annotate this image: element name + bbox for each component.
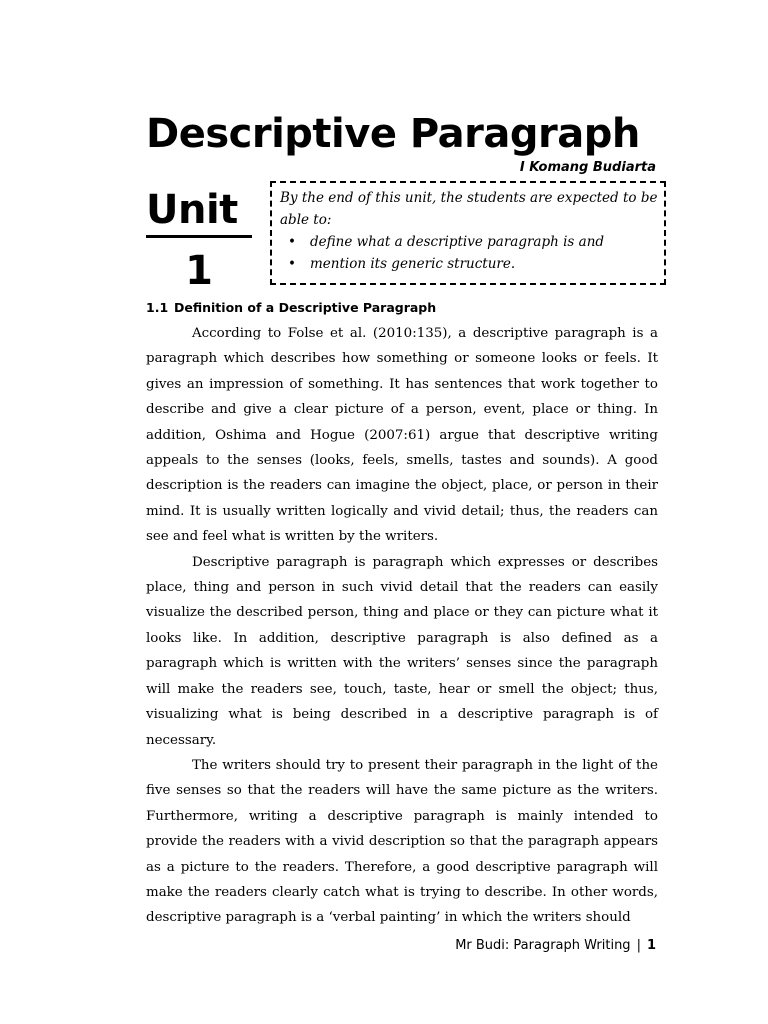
body-text xyxy=(146,321,658,931)
learning-objectives-box xyxy=(270,181,666,285)
objective-item xyxy=(280,231,664,253)
section-number: 1.1 xyxy=(146,300,169,315)
unit-number: 1 xyxy=(185,248,213,294)
footer-separator: | xyxy=(636,938,641,953)
unit-label xyxy=(146,186,252,296)
paragraph: The writers should try to present their paragraph in the light of the five senses so that the readers will have the same picture as the writers. Furthermore, writing a descriptive paragraph is mainly intended to provide the readers with a vivid description so that the paragraph appears as a picture to the readers. Therefore, a good descriptive paragraph will make the readers clearly catch what is trying to describe. In other words, descriptive paragraph is a ‘verbal painting’ in which the writers should xyxy=(146,757,658,926)
unit-word: Unit xyxy=(146,187,238,233)
page-number: 1 xyxy=(646,938,656,953)
objectives-intro: By the end of this unit, the students are expected to be able to: xyxy=(280,190,658,228)
section-title: Definition of a Descriptive Paragraph xyxy=(174,300,437,315)
objective-text: mention its generic structure. xyxy=(310,256,516,272)
objective-item xyxy=(280,253,664,275)
running-title: Mr Budi: Paragraph Writing xyxy=(455,938,631,953)
objectives-list xyxy=(280,231,664,275)
page-footer xyxy=(455,937,656,955)
bullet-icon: • xyxy=(288,256,296,272)
author-name: I Komang Budiarta xyxy=(519,160,656,175)
unit-underline xyxy=(146,235,252,238)
objective-text: define what a descriptive paragraph is and xyxy=(310,234,605,250)
bullet-icon: • xyxy=(288,234,296,250)
document-title: Descriptive Paragraph xyxy=(146,111,640,157)
paragraph: Descriptive paragraph is paragraph which expresses or describes place, thing and person in such vivid detail that the readers can easily visualize the described person, thing and place or they can picture what it looks like. In addition, descriptive paragraph is also defined as a paragraph which is written with the writers’ senses since the paragraph will make the readers see, touch, taste, hear or smell the object; thus, visualizing what is being described in a descriptive paragraph is of necessary. xyxy=(146,554,658,748)
paragraph: According to Folse et al. (2010:135), a descriptive paragraph is a paragraph which describes how something or someone looks or feels. It gives an impression of something. It has sentences that work together to describe and give a clear picture of a person, event, place or thing. In addition, Oshima and Hogue (2007:61) argue that descriptive writing appeals to the senses (looks, feels, smells, tastes and sounds). A good description is the readers can imagine the object, place, or person in their mind. It is usually written logically and vivid detail; thus, the readers can see and feel what is written by the writers. xyxy=(146,326,658,545)
section-heading xyxy=(146,298,436,318)
